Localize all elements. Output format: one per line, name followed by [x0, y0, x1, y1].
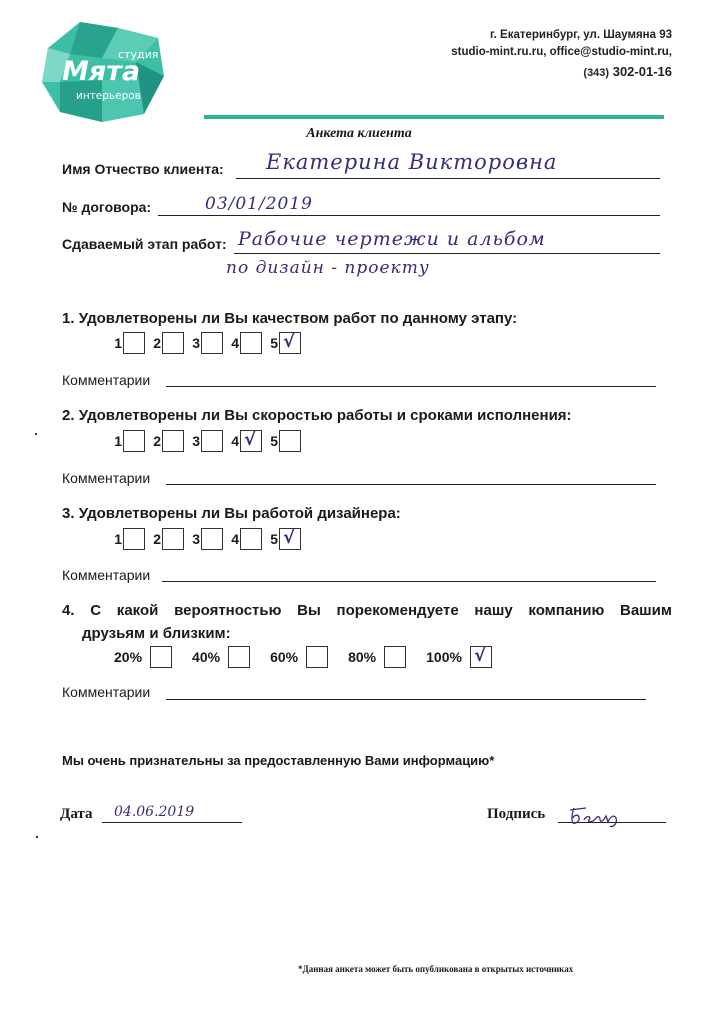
contract-line	[158, 215, 660, 216]
rating-5-label: 5	[270, 433, 278, 449]
logo-text-mint: Мята	[62, 56, 141, 87]
option-80-label: 80%	[348, 649, 377, 665]
question-1-comment-line[interactable]	[166, 386, 656, 387]
contact-web: studio-mint.ru.ru, office@studio-mint.ru,	[451, 46, 672, 58]
rating-3-box[interactable]	[201, 332, 223, 354]
option-100-box[interactable]	[470, 646, 492, 668]
question-2-rating	[112, 430, 307, 452]
option-60-label: 60%	[270, 649, 299, 665]
question-2-comment-label: Комментарии	[62, 470, 151, 486]
rating-4-box[interactable]	[240, 332, 262, 354]
question-4-comment-label: Комментарии	[62, 684, 151, 700]
stage-value-line1: Рабочие чертежи и альбом	[238, 228, 546, 250]
question-4-line1	[62, 602, 672, 619]
signature-label: Подпись	[487, 806, 546, 822]
question-4-text-2: друзьям и близким:	[82, 625, 231, 642]
client-name-value: Екатерина Викторовна	[266, 150, 558, 174]
rating-5-label: 5	[270, 335, 278, 351]
question-3	[62, 505, 401, 522]
checkmark-icon: √	[244, 429, 257, 450]
question-3-rating	[112, 528, 307, 550]
scan-speck	[35, 433, 37, 435]
checkmark-icon: √	[283, 331, 296, 352]
question-1-text: Удовлетворены ли Вы качеством работ по данному этапу:	[78, 310, 518, 327]
contract-label: № договора:	[62, 199, 152, 215]
publication-footnote: *Данная анкета может быть опубликована в открытых источниках	[298, 964, 574, 974]
rating-5-box[interactable]	[279, 332, 301, 354]
option-100-label: 100%	[426, 649, 462, 665]
question-2-number: 2.	[62, 407, 75, 424]
rating-5-box[interactable]	[279, 528, 301, 550]
question-4-number: 4.	[62, 602, 75, 619]
question-3-text: Удовлетворены ли Вы работой дизайнера:	[78, 505, 401, 522]
option-60-box[interactable]	[306, 646, 328, 668]
rating-1-label: 1	[114, 433, 122, 449]
question-1	[62, 310, 517, 327]
date-label: Дата	[60, 806, 93, 822]
question-3-comment-line[interactable]	[162, 581, 656, 582]
question-4-comment-line[interactable]	[166, 699, 646, 700]
rating-4-label: 4	[231, 531, 239, 547]
handwritten-signature	[566, 804, 636, 828]
logo-text-interiors: интерьеров	[76, 90, 141, 102]
studio-logo	[40, 18, 166, 124]
rating-1-box[interactable]	[123, 430, 145, 452]
rating-2-label: 2	[153, 531, 161, 547]
form-title: Анкета клиента	[306, 126, 412, 141]
rating-1-box[interactable]	[123, 528, 145, 550]
rating-2-box[interactable]	[162, 430, 184, 452]
client-name-label: Имя Отчество клиента:	[62, 161, 224, 177]
option-40-label: 40%	[192, 649, 221, 665]
question-2-comment-line[interactable]	[166, 484, 656, 485]
contact-phone	[583, 63, 672, 82]
rating-4-box[interactable]	[240, 528, 262, 550]
rating-2-box[interactable]	[162, 332, 184, 354]
question-2	[62, 407, 572, 424]
question-1-rating	[112, 332, 307, 354]
option-20-label: 20%	[114, 649, 143, 665]
thanks-note: Мы очень признательны за предоставленную Вами информацию*	[62, 753, 495, 768]
rating-3-label: 3	[192, 531, 200, 547]
question-1-comment-label: Комментарии	[62, 372, 151, 388]
scan-speck	[36, 836, 38, 838]
rating-1-label: 1	[114, 531, 122, 547]
stage-label: Сдаваемый этап работ:	[62, 236, 227, 252]
question-4-text-1: С какой вероятностью Вы порекомендуете нашу компанию Вашим	[90, 602, 672, 619]
rating-4-label: 4	[231, 335, 239, 351]
phone-number: 302-01-16	[612, 64, 672, 79]
question-3-comment-label: Комментарии	[62, 567, 151, 583]
contract-value: 03/01/2019	[205, 194, 313, 214]
rating-3-label: 3	[192, 335, 200, 351]
logo-text-studio: студия	[118, 48, 159, 61]
stage-line	[234, 253, 660, 254]
rating-2-box[interactable]	[162, 528, 184, 550]
date-line	[102, 822, 242, 823]
option-20-box[interactable]	[150, 646, 172, 668]
client-name-line	[236, 178, 660, 179]
question-1-number: 1.	[62, 310, 75, 327]
rating-3-box[interactable]	[201, 528, 223, 550]
rating-1-label: 1	[114, 335, 122, 351]
rating-5-box[interactable]	[279, 430, 301, 452]
checkmark-icon: √	[473, 645, 486, 666]
rating-1-box[interactable]	[123, 332, 145, 354]
checkmark-icon: √	[283, 527, 296, 548]
option-80-box[interactable]	[384, 646, 406, 668]
rating-2-label: 2	[153, 433, 161, 449]
date-value: 04.06.2019	[114, 804, 195, 820]
rating-2-label: 2	[153, 335, 161, 351]
header-divider	[204, 115, 664, 119]
question-4-options	[114, 646, 512, 668]
rating-4-box[interactable]	[240, 430, 262, 452]
rating-3-label: 3	[192, 433, 200, 449]
rating-5-label: 5	[270, 531, 278, 547]
rating-3-box[interactable]	[201, 430, 223, 452]
question-3-number: 3.	[62, 505, 75, 522]
rating-4-label: 4	[231, 433, 239, 449]
option-40-box[interactable]	[228, 646, 250, 668]
contact-address: г. Екатеринбург, ул. Шаумяна 93	[490, 29, 672, 41]
question-2-text: Удовлетворены ли Вы скоростью работы и сроками исполнения:	[78, 407, 572, 424]
phone-code: (343)	[583, 67, 610, 79]
stage-value-line2: по дизайн - проекту	[226, 258, 430, 278]
